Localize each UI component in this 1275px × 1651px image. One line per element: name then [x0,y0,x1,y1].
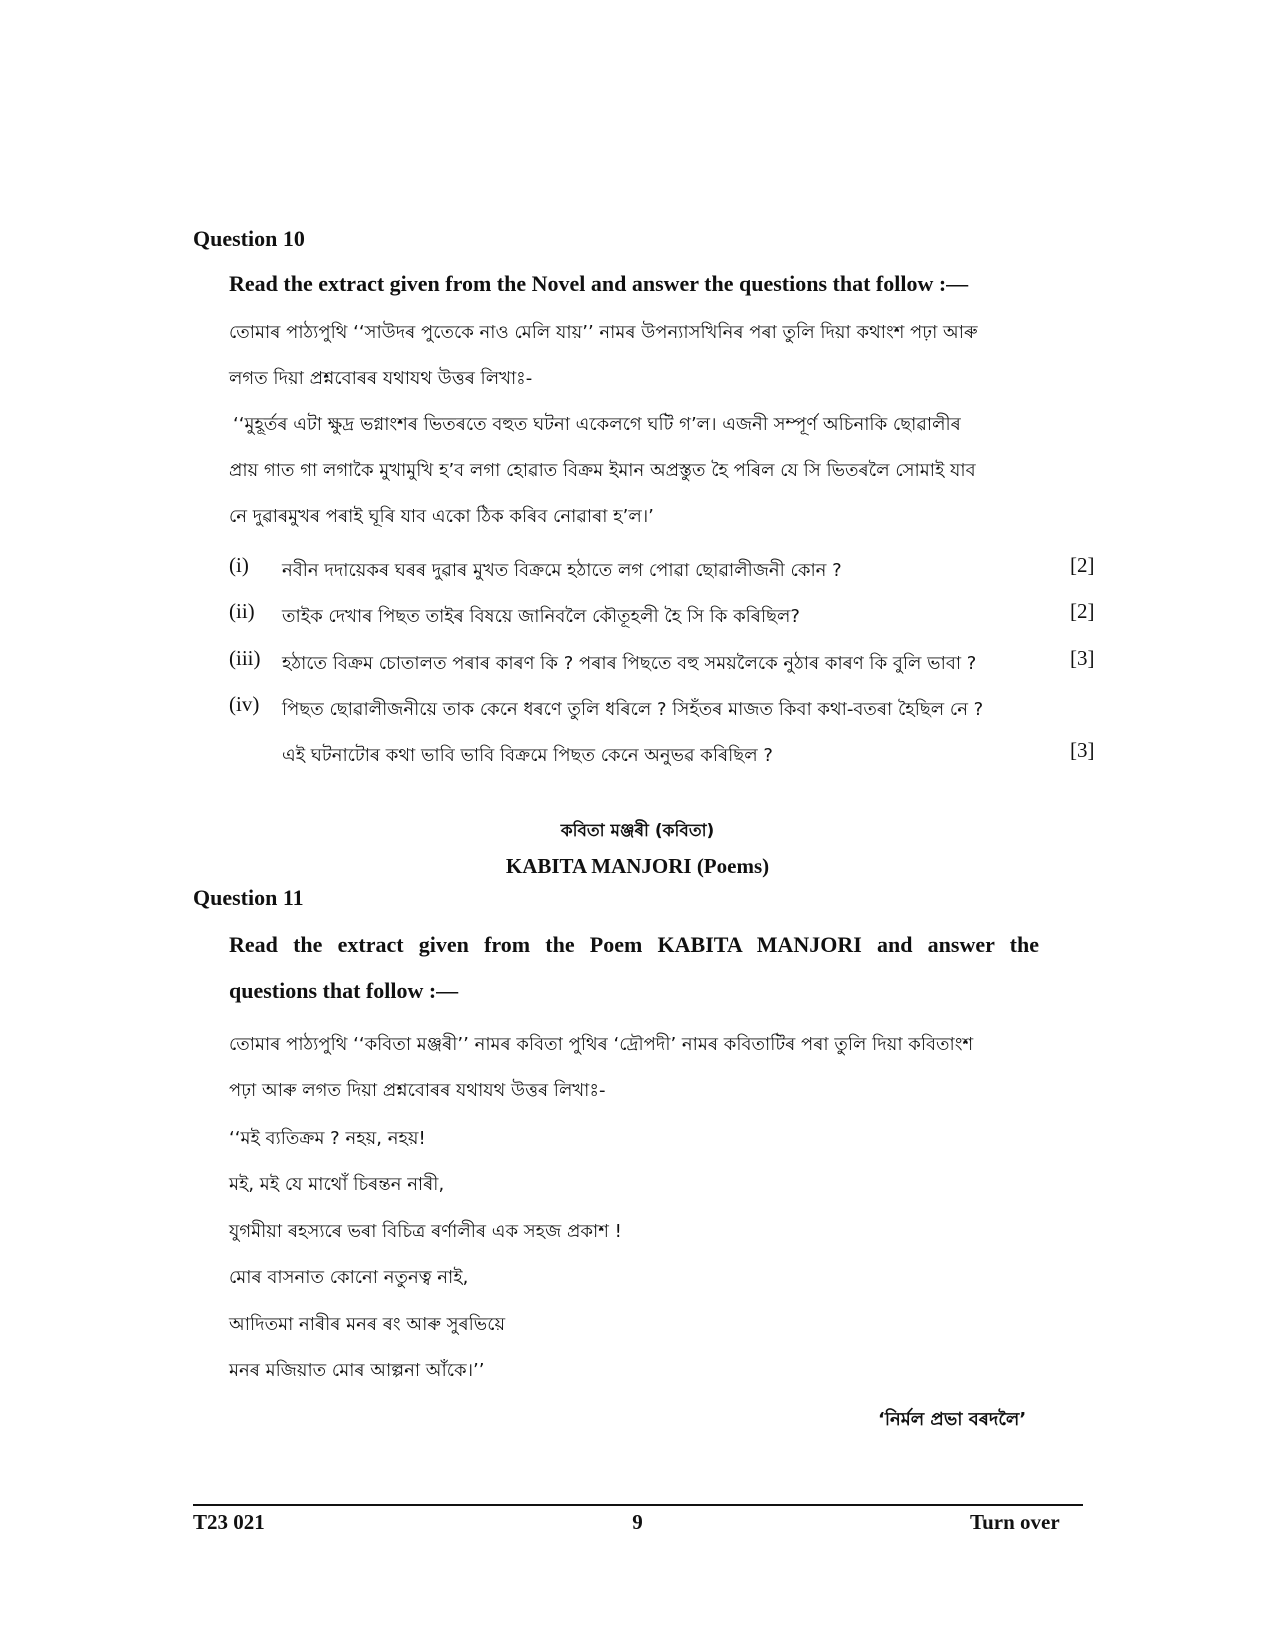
q10-sub-iv-number: (iv) [229,692,260,716]
question-11-title: Question 11 [193,885,304,910]
poem-line-4: মোৰ বাসনাত কোনো নতুনত্ব নাই, [229,1267,469,1288]
footer-page-number: 9 [632,1510,643,1534]
q10-sub-iv-text: পিছত ছোৱালীজনীয়ে তাক কেনে ধৰণে তুলি ধৰিলে ? সিহঁতৰ মাজত কিবা কথা-বতৰা হৈছিল নে ? [282,699,984,720]
q10-extract-line-3: নে দুৱাৰমুখৰ পৰাই ঘূৰি যাব একো ঠিক কৰিব নোৱাৰা হ’ল।’ [229,506,654,527]
footer-turn-over: Turn over [970,1510,1060,1534]
poem-attribution: ‘নিৰ্মল প্ৰভা বৰদলৈ’ [878,1409,1027,1430]
section-heading-english: KABITA MANJORI (Poems) [505,854,770,878]
q10-intro-line-2: লগত দিয়া প্ৰশ্নবোৰৰ যথাযথ উত্তৰ লিখাঃ- [229,368,533,389]
footer-rule [193,1504,1083,1506]
q10-sub-iv-continuation: এই ঘটনাটোৰ কথা ভাবি ভাবি বিক্ৰমে পিছত কেনে অনুভৱ কৰিছিল ? [282,745,773,766]
section-heading-bengali: কবিতা মঞ্জৰী (কবিতা) [560,821,715,841]
question-10-title: Question 10 [193,226,305,251]
q10-sub-i-marks: [2] [1070,553,1095,577]
q10-sub-iii-number: (iii) [229,646,261,670]
q10-sub-ii-marks: [2] [1070,599,1095,623]
q10-intro-line-1: তোমাৰ পাঠ্যপুথি ‘‘সাউদৰ পুতেকে নাও মেলি যায়’’ নামৰ উপন্যাসখিনিৰ পৰা তুলি দিয়া কথাংশ পঢ়া আৰু [229,322,978,343]
q11-instruction-line-1: Read the extract given from the Poem KABITA MANJORI and answer the [229,932,1039,957]
q10-extract-line-1: ‘‘মুহূৰ্তৰ এটা ক্ষুদ্ৰ ভগ্নাংশৰ ভিতৰতে বহুত ঘটনা একেলগে ঘটি গ’ল। এজনী সম্পূৰ্ণ অচিনাকি ছোৱালীৰ [233,414,961,435]
q10-sub-i-number: (i) [229,553,249,577]
poem-line-1: ‘‘মই ব্যতিক্ৰম ? নহয়, নহয়! [229,1128,426,1149]
q10-extract-line-2: প্ৰায় গাত গা লগাকৈ মুখামুখি হ’ব লগা হোৱাত বিক্ৰম ইমান অপ্ৰস্তুত হৈ পৰিল যে সি ভিতৰলৈ সোমাই যাব [229,460,976,481]
q11-instruction-line-2: questions that follow :— [229,978,459,1003]
q10-sub-ii-number: (ii) [229,599,255,623]
q11-intro-line-1: তোমাৰ পাঠ্যপুথি ‘‘কবিতা মঞ্জৰী’’ নামৰ কবিতা পুথিৰ ‘দ্ৰৌপদী’ নামৰ কবিতাটিৰ পৰা তুলি দিয়া কবিতাংশ [229,1034,974,1055]
poem-line-6: মনৰ মজিয়াত মোৰ আল্পনা আঁকে।’’ [229,1360,485,1381]
q10-sub-iii-text: হঠাতে বিক্ৰম চোতালত পৰাৰ কাৰণ কি ? পৰাৰ পিছতে বহু সময়লৈকে নুঠাৰ কাৰণ কি বুলি ভাবা ? [282,653,977,674]
poem-line-5: আদিতমা নাৰীৰ মনৰ ৰং আৰু সুৰভিয়ে [229,1314,506,1335]
question-10-instruction: Read the extract given from the Novel and answer the questions that follow :— [229,271,969,296]
q11-intro-line-2: পঢ়া আৰু লগত দিয়া প্ৰশ্নবোৰৰ যথাযথ উত্তৰ লিখাঃ- [229,1080,606,1101]
q10-sub-ii-text: তাইক দেখাৰ পিছত তাইৰ বিষয়ে জানিবলৈ কৌতূহলী হৈ সি কি কৰিছিল? [282,606,800,627]
q10-sub-i-text: নবীন দদায়েকৰ ঘৰৰ দুৱাৰ মুখত বিক্ৰমে হঠাতে লগ পোৱা ছোৱালীজনী কোন ? [282,560,842,581]
footer-paper-code: T23 021 [193,1510,265,1534]
q10-sub-iv-marks: [3] [1070,738,1095,762]
q10-sub-iii-marks: [3] [1070,646,1095,670]
poem-line-3: যুগমীয়া ৰহস্যৰে ভৰা বিচিত্ৰ ৰৰ্ণালীৰ এক সহজ প্ৰকাশ ! [229,1221,622,1242]
poem-line-2: মই, মই যে মাথোঁ চিৰন্তন নাৰী, [229,1174,445,1195]
